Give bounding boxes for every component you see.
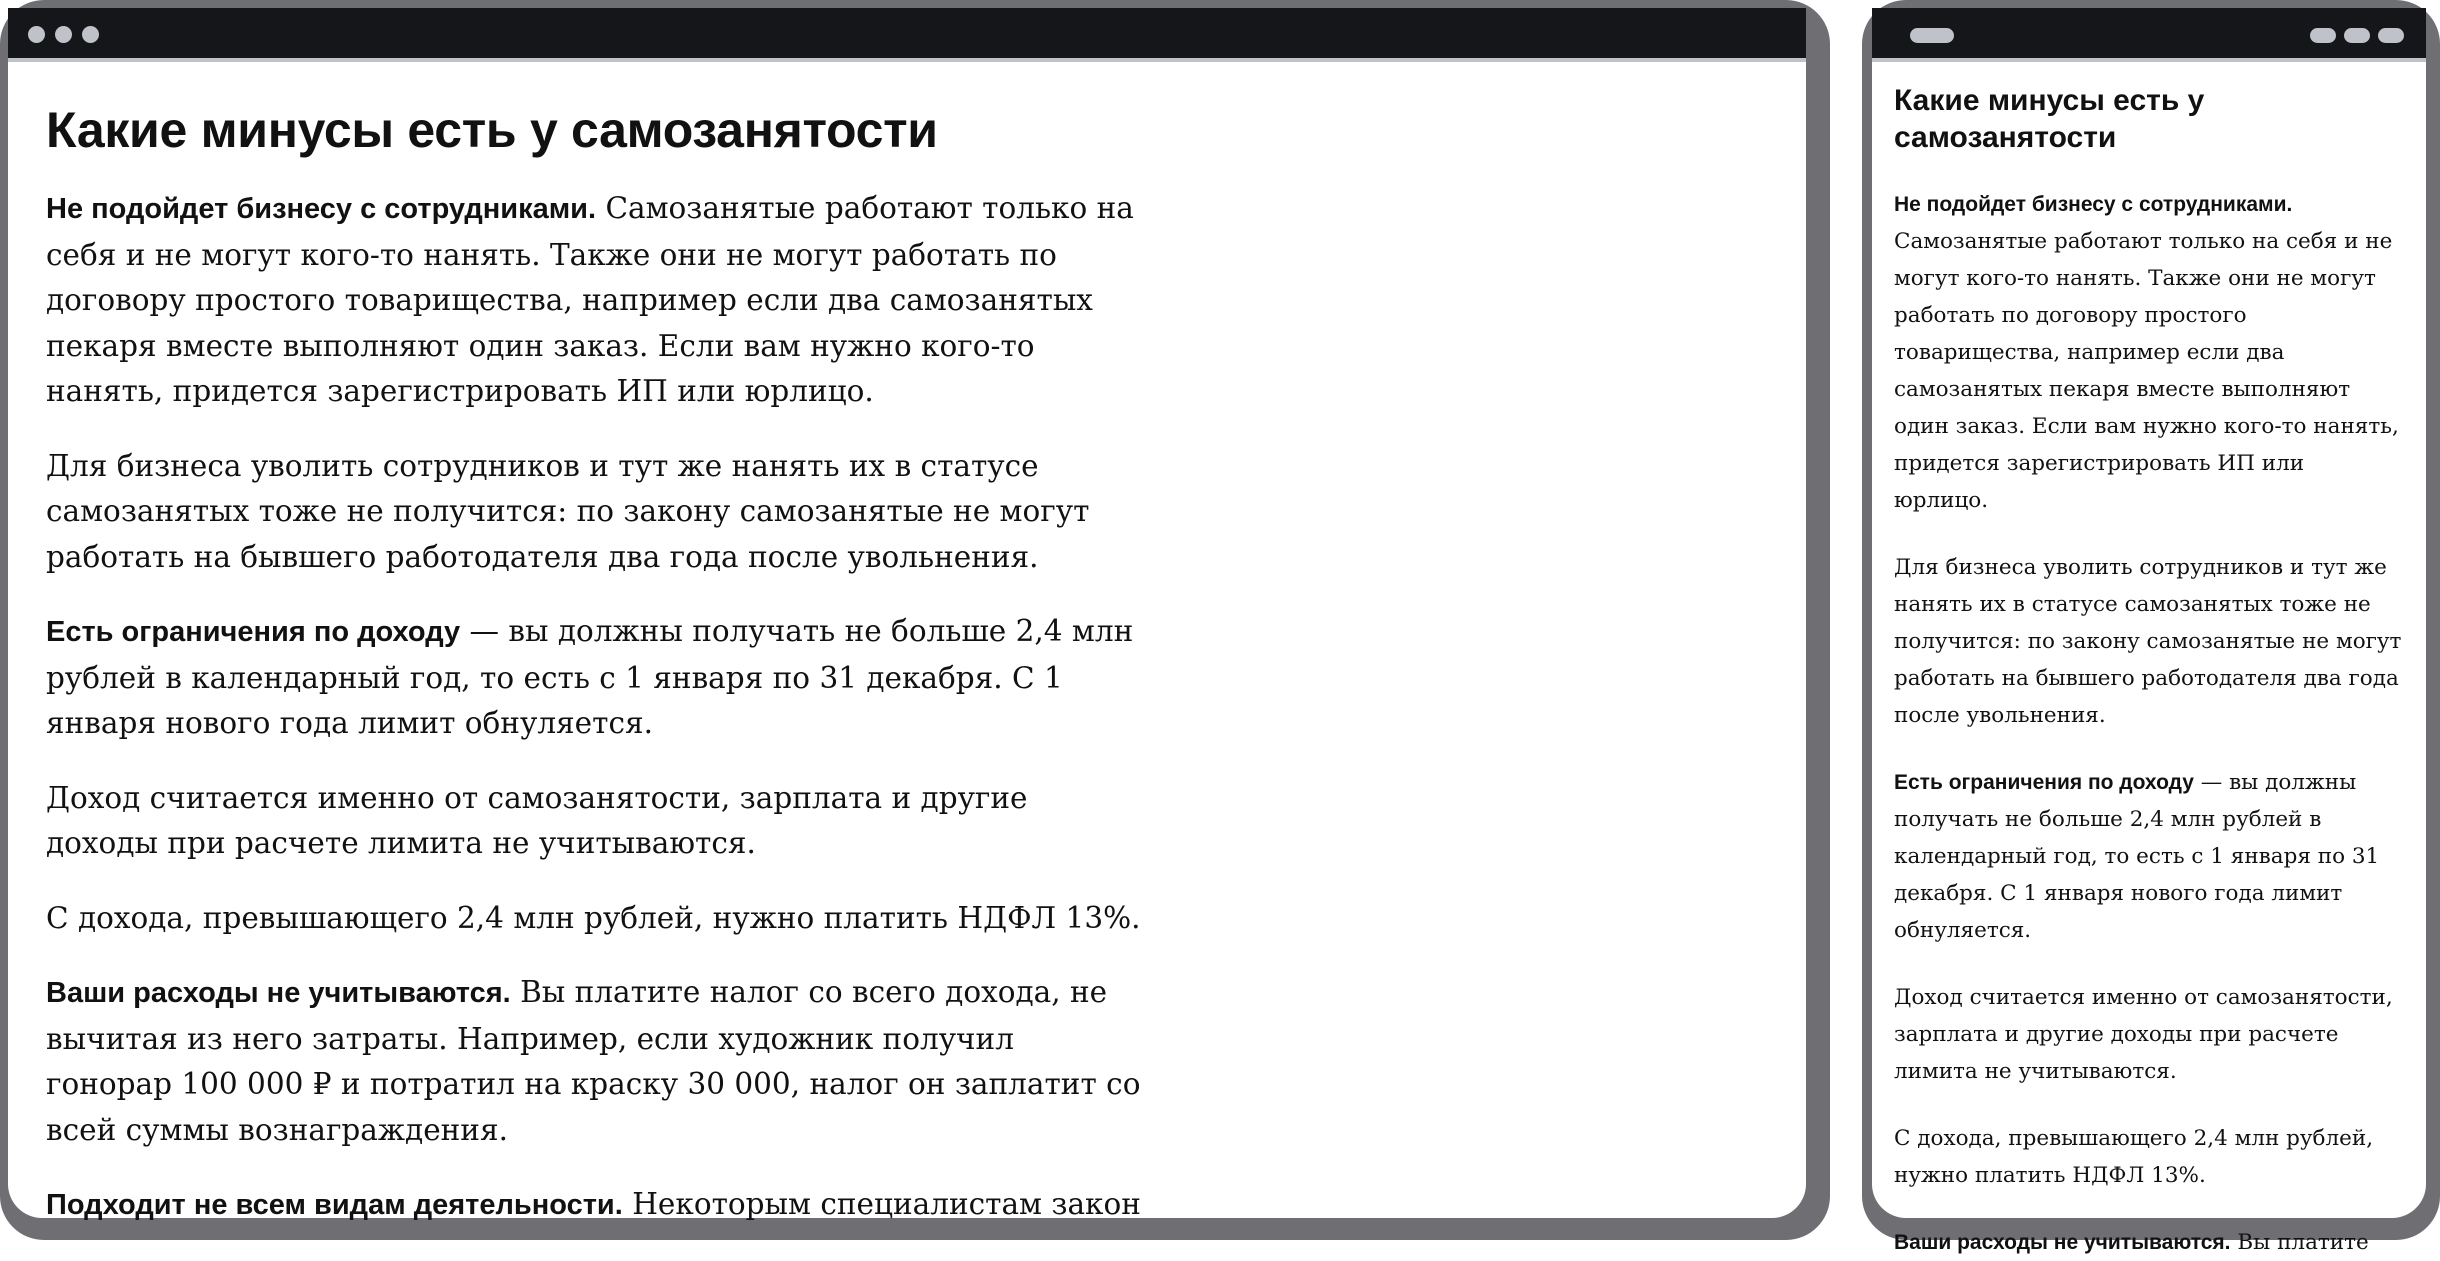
mobile-device-frame — [1862, 0, 2440, 1255]
article-paragraph — [46, 776, 1146, 867]
article-paragraph — [1894, 186, 2404, 519]
article-paragraph — [1894, 549, 2404, 734]
paragraph-text: Самозанятые работают только на себя и не могут кого-то нанять. Также они не могут работать по договору простого товарищества, например если два самозанятых пекаря вместе выполняют один заказ. Если вам нужно кого-то нанять, придется зарегистрировать ИП или юрлицо. — [1894, 229, 2399, 513]
paragraph-lead: Есть ограничения по доходу — [1894, 771, 2194, 794]
paragraph-lead: Не подойдет бизнесу с сотрудниками. — [46, 193, 597, 225]
status-indicator — [2378, 28, 2404, 43]
article-paragraph — [46, 186, 1146, 415]
desktop-title-bar — [8, 8, 1806, 62]
paragraph-lead: Ваши расходы не учитываются. — [46, 977, 511, 1009]
paragraph-lead: Подходит не всем видам деятельности. — [46, 1189, 623, 1221]
mobile-status-pill — [1910, 28, 1954, 43]
paragraph-text: Вы платите — [2230, 1230, 2369, 1255]
paragraph-lead: Ваши расходы не учитываются. — [1894, 1231, 2231, 1254]
desktop-browser-window — [8, 8, 1806, 1221]
paragraph-text: Доход считается именно от самозанятости, зарплата и другие доходы при расчете лимита не учитываются. — [46, 780, 1028, 860]
paragraph-lead: Не подойдет бизнесу с сотрудниками. — [1894, 193, 2293, 216]
article-paragraph — [46, 609, 1146, 747]
paragraph-lead: Есть ограничения по доходу — [46, 616, 461, 648]
article-paragraph — [1894, 764, 2404, 949]
article-title: Какие минусы есть у самозанятости — [1894, 84, 2205, 154]
paragraph-text: Самозанятые работают только на себя и не могут кого-то нанять. Также они не могут работать по договору простого товарищества, например если два самозанятых пекаря вместе выполняют один заказ. Если вам нужно кого-то нанять, придется зарегистрировать ИП или юрлицо. — [46, 191, 1134, 408]
window-control-dot[interactable] — [55, 26, 72, 43]
article-paragraph — [46, 444, 1146, 581]
window-control-dot[interactable] — [82, 26, 99, 43]
paragraph-text: Доход считается именно от самозанятости, зарплата и другие доходы при расчете лимита не учитываются. — [1894, 985, 2393, 1084]
paragraph-text: С дохода, превышающего 2,4 млн рублей, нужно платить НДФЛ 13%. — [46, 900, 1141, 935]
paragraph-text: Для бизнеса уволить сотрудников и тут же нанять их в статусе самозанятых тоже не получится: по закону самозанятые не могут работать на бывшего работодателя два года после увольнения. — [1894, 555, 2402, 728]
mobile-status-indicators — [2310, 28, 2404, 43]
paragraph-text: С дохода, превышающего 2,4 млн рублей, нужно платить НДФЛ 13%. — [1894, 1126, 2374, 1188]
status-indicator — [2344, 28, 2370, 43]
window-control-dot[interactable] — [28, 26, 45, 43]
article-title: Какие минусы есть у самозанятости — [46, 102, 938, 158]
article-paragraph — [1894, 1120, 2404, 1194]
status-indicator — [2310, 28, 2336, 43]
paragraph-text: — вы должны получать не больше 2,4 млн рублей в календарный год, то есть с 1 января по 31 декабря. С 1 января нового года лимит обнуляется. — [46, 614, 1134, 740]
article-paragraph — [1894, 1224, 2404, 1261]
article-paragraph — [46, 1182, 1146, 1229]
paragraph-text: — вы должны получать не больше 2,4 млн рублей в календарный год, то есть с 1 января по 31 декабря. С 1 января нового года лимит обнуляется. — [1894, 770, 2380, 943]
desktop-article — [8, 62, 1184, 1229]
paragraph-text: Вы платите налог со всего дохода, не вычитая из него затраты. Например, если художник получил гонорар 100 000 ₽ и потратил на краску 30 000, налог он заплатит со всей суммы вознаграждения. — [46, 975, 1141, 1147]
mobile-browser-window — [1872, 8, 2426, 1255]
mobile-title-bar — [1872, 8, 2426, 62]
article-paragraph — [46, 970, 1146, 1153]
paragraph-text: Для бизнеса уволить сотрудников и тут же нанять их в статусе самозанятых тоже не получится: по закону самозанятые не могут работать на бывшего работодателя два года после увольнения. — [46, 448, 1090, 574]
window-controls — [28, 26, 99, 43]
mobile-article — [1872, 62, 2426, 1261]
article-paragraph — [46, 896, 1146, 942]
paragraph-text: Некоторым специалистам закон — [622, 1187, 1141, 1221]
article-paragraph — [1894, 979, 2404, 1090]
